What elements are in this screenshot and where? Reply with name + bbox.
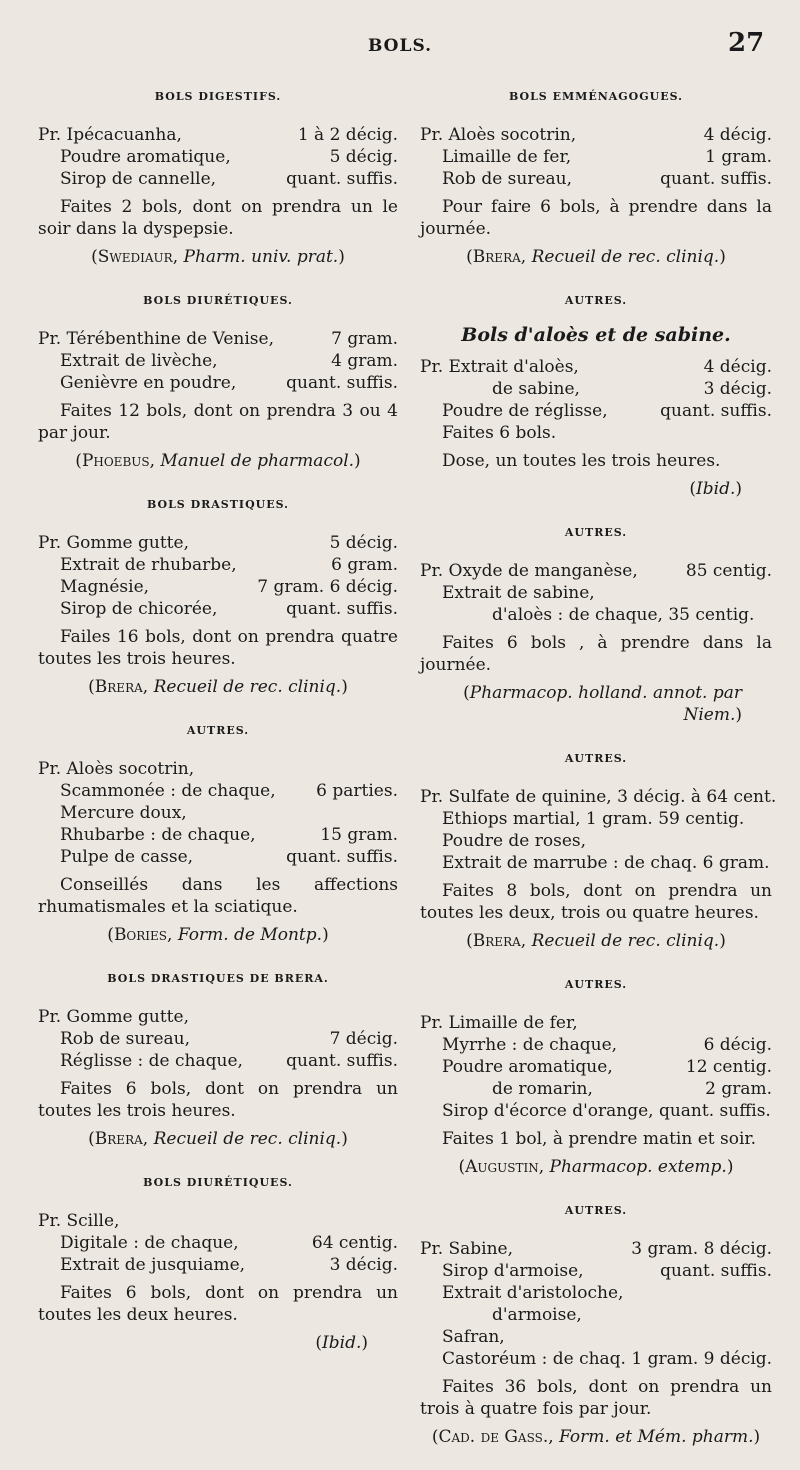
citation: (Brera, Recueil de rec. cliniq.) xyxy=(466,931,726,951)
ingredient-quantity: 1 gram. xyxy=(705,147,772,167)
ingredient-quantity: 4 décig. xyxy=(703,357,772,377)
recipe-section xyxy=(38,290,398,472)
ingredient-row xyxy=(420,168,772,190)
ingredient-name: Extrait d'aristoloche, xyxy=(442,1283,624,1303)
ingredient-quantity: 1 à 2 décig. xyxy=(297,125,398,145)
recipe-section xyxy=(38,86,398,268)
ingredient-row xyxy=(420,124,772,146)
ingredient-name: Rob de sureau, xyxy=(60,1029,191,1049)
ingredient-name: de romarin, xyxy=(492,1079,593,1099)
section-heading: BOLS DIURÉTIQUES. xyxy=(143,294,293,307)
ingredient-quantity: quant. suffis. xyxy=(660,1261,772,1281)
ingredient-row xyxy=(38,824,398,846)
ingredient-name: Myrrhe : de chaque, xyxy=(442,1035,618,1055)
ingredient-quantity: 6 gram. xyxy=(331,555,398,575)
section-heading: BOLS DIGESTIFS. xyxy=(154,90,282,103)
ingredient-row xyxy=(38,846,398,868)
citation-work: Pharmacop. holland. annot. par Niem. xyxy=(469,683,742,725)
ingredient-name: Sirop de chicorée, xyxy=(60,599,218,619)
citation-work: Form. et Mém. pharm. xyxy=(559,1427,754,1447)
ingredient-row xyxy=(38,350,398,372)
citation: (Augustin, Pharmacop. extemp.) xyxy=(458,1157,734,1177)
ingredient-row xyxy=(38,372,398,394)
citation-work: Recueil de rec. cliniq. xyxy=(531,931,720,951)
ingredient-row xyxy=(420,378,772,400)
ingredient-quantity: quant. suffis. xyxy=(286,169,398,189)
section-heading: AUTRES. xyxy=(564,752,628,765)
running-head xyxy=(0,28,800,68)
ingredient-row xyxy=(420,1056,772,1078)
ingredient-name: Pr. Aloès socotrin, xyxy=(38,759,195,779)
ingredient-name: Extrait de rhubarbe, xyxy=(60,555,237,575)
citation-work: Ibid. xyxy=(696,479,736,499)
ingredient-quantity: 6 décig. xyxy=(703,1035,772,1055)
ingredient-name: Pr. Gomme gutte, xyxy=(38,533,189,553)
citation: (Brera, Recueil de rec. cliniq.) xyxy=(88,677,348,697)
page-number: 27 xyxy=(728,28,765,58)
citation-author: Augustin, xyxy=(465,1157,545,1177)
ingredient-row xyxy=(38,554,398,576)
instructions-text: Pour faire 6 bols, à prendre dans la journée. xyxy=(420,197,772,239)
ingredient-row xyxy=(420,1348,772,1370)
ingredient-name: Pr. Sulfate de quinine, 3 décig. à 64 cent. xyxy=(420,787,777,807)
ingredient-name: Faites 6 bols. xyxy=(442,423,557,443)
citation: (Pharmacop. holland. annot. par Niem.) xyxy=(463,683,742,725)
ingredient-name: Réglisse : de chaque, xyxy=(60,1051,243,1071)
ingredient-row xyxy=(420,830,772,852)
ingredient-name: Pr. Sabine, xyxy=(420,1239,514,1259)
ingredient-row xyxy=(38,576,398,598)
citation: (Cad. de Gass., Form. et Mém. pharm.) xyxy=(431,1427,761,1447)
ingredient-quantity: 3 décig. xyxy=(703,379,772,399)
citation: (Swediaur, Pharm. univ. prat.) xyxy=(91,247,345,267)
ingredient-name: Poudre aromatique, xyxy=(442,1057,613,1077)
ingredient-row xyxy=(420,1326,772,1348)
ingredient-quantity: quant. suffis. xyxy=(286,847,398,867)
section-heading: BOLS DRASTIQUES DE BRERA. xyxy=(107,972,329,985)
citation-work: Recueil de rec. cliniq. xyxy=(153,677,342,697)
ingredient-quantity: 15 gram. xyxy=(320,825,398,845)
ingredient-row xyxy=(38,124,398,146)
recipe-section xyxy=(38,1172,398,1354)
ingredient-name: Pr. Gomme gutte, xyxy=(38,1007,189,1027)
ingredient-row xyxy=(420,560,772,582)
ingredient-name: Pr. Aloès socotrin, xyxy=(420,125,577,145)
ingredient-row xyxy=(38,758,398,780)
citation-author: Brera, xyxy=(472,247,527,267)
citation-work: Form. de Montp. xyxy=(177,925,323,945)
ingredient-quantity: 5 décig. xyxy=(329,533,398,553)
ingredient-row xyxy=(38,1254,398,1276)
recipe-section xyxy=(420,974,772,1178)
ingredient-name: Pr. Scille, xyxy=(38,1211,120,1231)
section-heading: AUTRES. xyxy=(564,1204,628,1217)
instructions-text: Faites 6 bols, dont on prendra un toutes les trois heures. xyxy=(38,1079,398,1121)
ingredient-row xyxy=(420,808,772,830)
instructions-text: Faites 12 bols, dont on prendra 3 ou 4 par jour. xyxy=(38,401,398,443)
ingredient-name: Safran, xyxy=(442,1327,505,1347)
citation: (Bories, Form. de Montp.) xyxy=(107,925,329,945)
citation-work: Pharmacop. extemp. xyxy=(549,1157,727,1177)
recipe-section xyxy=(38,720,398,946)
ingredient-quantity: 64 centig. xyxy=(311,1233,398,1253)
citation-work: Manuel de pharmacol. xyxy=(160,451,355,471)
ingredient-quantity: quant. suffis. xyxy=(286,373,398,393)
ingredient-row xyxy=(420,356,772,378)
instructions-text: Faites 6 bols, dont on prendra un toutes les deux heures. xyxy=(38,1283,398,1325)
instructions-text: Conseillés dans les affections rhumatismales et la sciatique. xyxy=(38,875,398,917)
ingredient-quantity: quant. suffis. xyxy=(286,599,398,619)
section-heading: AUTRES. xyxy=(564,294,628,307)
ingredient-name: Pr. Oxyde de manganèse, xyxy=(420,561,638,581)
ingredient-quantity: quant. suffis. xyxy=(660,401,772,421)
citation: (Brera, Recueil de rec. cliniq.) xyxy=(88,1129,348,1149)
section-heading: AUTRES. xyxy=(564,526,628,539)
ingredient-name: Extrait de jusquiame, xyxy=(60,1255,246,1275)
section-subtitle: Bols d'aloès et de sabine. xyxy=(461,324,731,346)
running-title: BOLS. xyxy=(368,36,433,56)
ingredient-name: Sirop de cannelle, xyxy=(60,169,217,189)
ingredient-quantity: 6 parties. xyxy=(316,781,398,801)
ingredient-row xyxy=(38,1210,398,1232)
ingredient-name: Sirop d'armoise, xyxy=(442,1261,584,1281)
instructions-text: Dose, un toutes les trois heures. xyxy=(442,451,721,471)
recipe-section xyxy=(420,290,772,500)
ingredient-row xyxy=(38,1006,398,1028)
citation-author: Brera, xyxy=(94,1129,149,1149)
ingredient-name: Extrait de sabine, xyxy=(442,583,595,603)
citation-author: Bories, xyxy=(113,925,173,945)
ingredient-row xyxy=(420,1012,772,1034)
instructions-text: Failes 16 bols, dont on prendra quatre toutes les trois heures. xyxy=(38,627,398,669)
citation-work: Recueil de rec. cliniq. xyxy=(153,1129,342,1149)
ingredient-quantity: 4 décig. xyxy=(703,125,772,145)
citation-work: Ibid. xyxy=(322,1333,362,1353)
section-heading: AUTRES. xyxy=(186,724,250,737)
ingredient-row xyxy=(420,852,772,874)
instructions-text: Faites 36 bols, dont on prendra un trois à quatre fois par jour. xyxy=(420,1377,772,1419)
ingredient-quantity: 7 décig. xyxy=(329,1029,398,1049)
ingredient-name: Poudre de roses, xyxy=(442,831,587,851)
recipe-section xyxy=(38,494,398,698)
ingredient-row xyxy=(38,168,398,190)
ingredient-row xyxy=(420,146,772,168)
citation: (Phoebus, Manuel de pharmacol.) xyxy=(75,451,361,471)
citation-author: Brera, xyxy=(472,931,527,951)
recipe-section xyxy=(420,522,772,726)
citation: (Ibid.) xyxy=(689,479,742,499)
ingredient-name: Poudre de réglisse, xyxy=(442,401,608,421)
ingredient-row xyxy=(38,598,398,620)
ingredient-name: Pulpe de casse, xyxy=(60,847,194,867)
ingredient-quantity: 4 gram. xyxy=(331,351,398,371)
ingredient-name: Sirop d'écorce d'orange, quant. suffis. xyxy=(442,1101,771,1121)
ingredient-name: d'aloès : de chaque, 35 centig. xyxy=(492,605,755,625)
ingredient-quantity: 7 gram. 6 décig. xyxy=(257,577,398,597)
ingredient-name: Rob de sureau, xyxy=(442,169,573,189)
section-heading: AUTRES. xyxy=(564,978,628,991)
ingredient-name: Digitale : de chaque, xyxy=(60,1233,239,1253)
ingredient-row xyxy=(38,1028,398,1050)
ingredient-quantity: 3 décig. xyxy=(329,1255,398,1275)
ingredient-name: d'armoise, xyxy=(492,1305,582,1325)
ingredient-quantity: 85 centig. xyxy=(685,561,772,581)
ingredient-row xyxy=(420,1260,772,1282)
ingredient-row xyxy=(420,1078,772,1100)
ingredient-name: Extrait de livèche, xyxy=(60,351,218,371)
citation-author: Brera, xyxy=(94,677,149,697)
ingredient-row xyxy=(420,1238,772,1260)
recipe-section xyxy=(420,748,777,952)
ingredient-quantity: 2 gram. xyxy=(705,1079,772,1099)
ingredient-row xyxy=(420,582,772,604)
instructions-text: Faites 6 bols , à prendre dans la journée. xyxy=(420,633,772,675)
ingredient-name: Extrait de marrube : de chaq. 6 gram. xyxy=(442,853,770,873)
ingredient-row xyxy=(38,532,398,554)
ingredient-name: Pr. Ipécacuanha, xyxy=(38,125,182,145)
ingredient-name: Genièvre en poudre, xyxy=(60,373,237,393)
ingredient-name: Mercure doux, xyxy=(60,803,187,823)
citation: (Ibid.) xyxy=(315,1333,368,1353)
ingredient-name: Scammonée : de chaque, xyxy=(60,781,276,801)
recipe-section xyxy=(38,968,398,1150)
ingredient-row xyxy=(420,422,772,444)
citation-work: Recueil de rec. cliniq. xyxy=(531,247,720,267)
ingredient-row xyxy=(420,786,777,808)
ingredient-quantity: quant. suffis. xyxy=(286,1051,398,1071)
ingredient-name: Pr. Térébenthine de Venise, xyxy=(38,329,274,349)
instructions-text: Faites 2 bols, dont on prendra un le soir dans la dyspepsie. xyxy=(38,197,398,239)
recipe-section xyxy=(420,1200,772,1448)
ingredient-name: Rhubarbe : de chaque, xyxy=(60,825,256,845)
ingredient-name: Pr. Limaille de fer, xyxy=(420,1013,578,1033)
citation-author: Cad. de Gass., xyxy=(438,1427,554,1447)
citation-author: Swediaur, xyxy=(97,247,179,267)
ingredient-name: Pr. Extrait d'aloès, xyxy=(420,357,579,377)
section-heading: BOLS DRASTIQUES. xyxy=(146,498,290,511)
ingredient-name: de sabine, xyxy=(492,379,580,399)
ingredient-row xyxy=(38,1232,398,1254)
section-heading: BOLS EMMÉNAGOGUES. xyxy=(508,90,684,103)
recipe-section xyxy=(420,86,772,268)
citation-author: Phoebus, xyxy=(81,451,155,471)
ingredient-name: Magnésie, xyxy=(60,577,150,597)
ingredient-row xyxy=(38,780,398,802)
section-heading: BOLS DIURÉTIQUES. xyxy=(143,1176,293,1189)
ingredient-name: Poudre aromatique, xyxy=(60,147,231,167)
ingredient-name: Limaille de fer, xyxy=(442,147,572,167)
ingredient-row xyxy=(420,604,772,626)
ingredient-quantity: quant. suffis. xyxy=(660,169,772,189)
ingredient-row xyxy=(420,1304,772,1326)
ingredient-row xyxy=(38,146,398,168)
ingredient-quantity: 5 décig. xyxy=(329,147,398,167)
instructions-text: Faites 8 bols, dont on prendra un toutes les deux, trois ou quatre heures. xyxy=(420,881,772,923)
ingredient-row xyxy=(420,1100,772,1122)
ingredient-row xyxy=(38,802,398,824)
ingredient-quantity: 3 gram. 8 décig. xyxy=(631,1239,772,1259)
right-column xyxy=(420,86,777,1470)
citation-work: Pharm. univ. prat. xyxy=(183,247,339,267)
citation: (Brera, Recueil de rec. cliniq.) xyxy=(466,247,726,267)
ingredient-row xyxy=(420,400,772,422)
ingredient-name: Ethiops martial, 1 gram. 59 centig. xyxy=(442,809,745,829)
instructions-text: Faites 1 bol, à prendre matin et soir. xyxy=(442,1129,757,1149)
ingredient-quantity: 7 gram. xyxy=(331,329,398,349)
ingredient-row xyxy=(420,1034,772,1056)
ingredient-name: Castoréum : de chaq. 1 gram. 9 décig. xyxy=(442,1349,773,1369)
ingredient-row xyxy=(420,1282,772,1304)
ingredient-row xyxy=(38,328,398,350)
ingredient-row xyxy=(38,1050,398,1072)
left-column xyxy=(38,86,398,1376)
ingredient-quantity: 12 centig. xyxy=(685,1057,772,1077)
